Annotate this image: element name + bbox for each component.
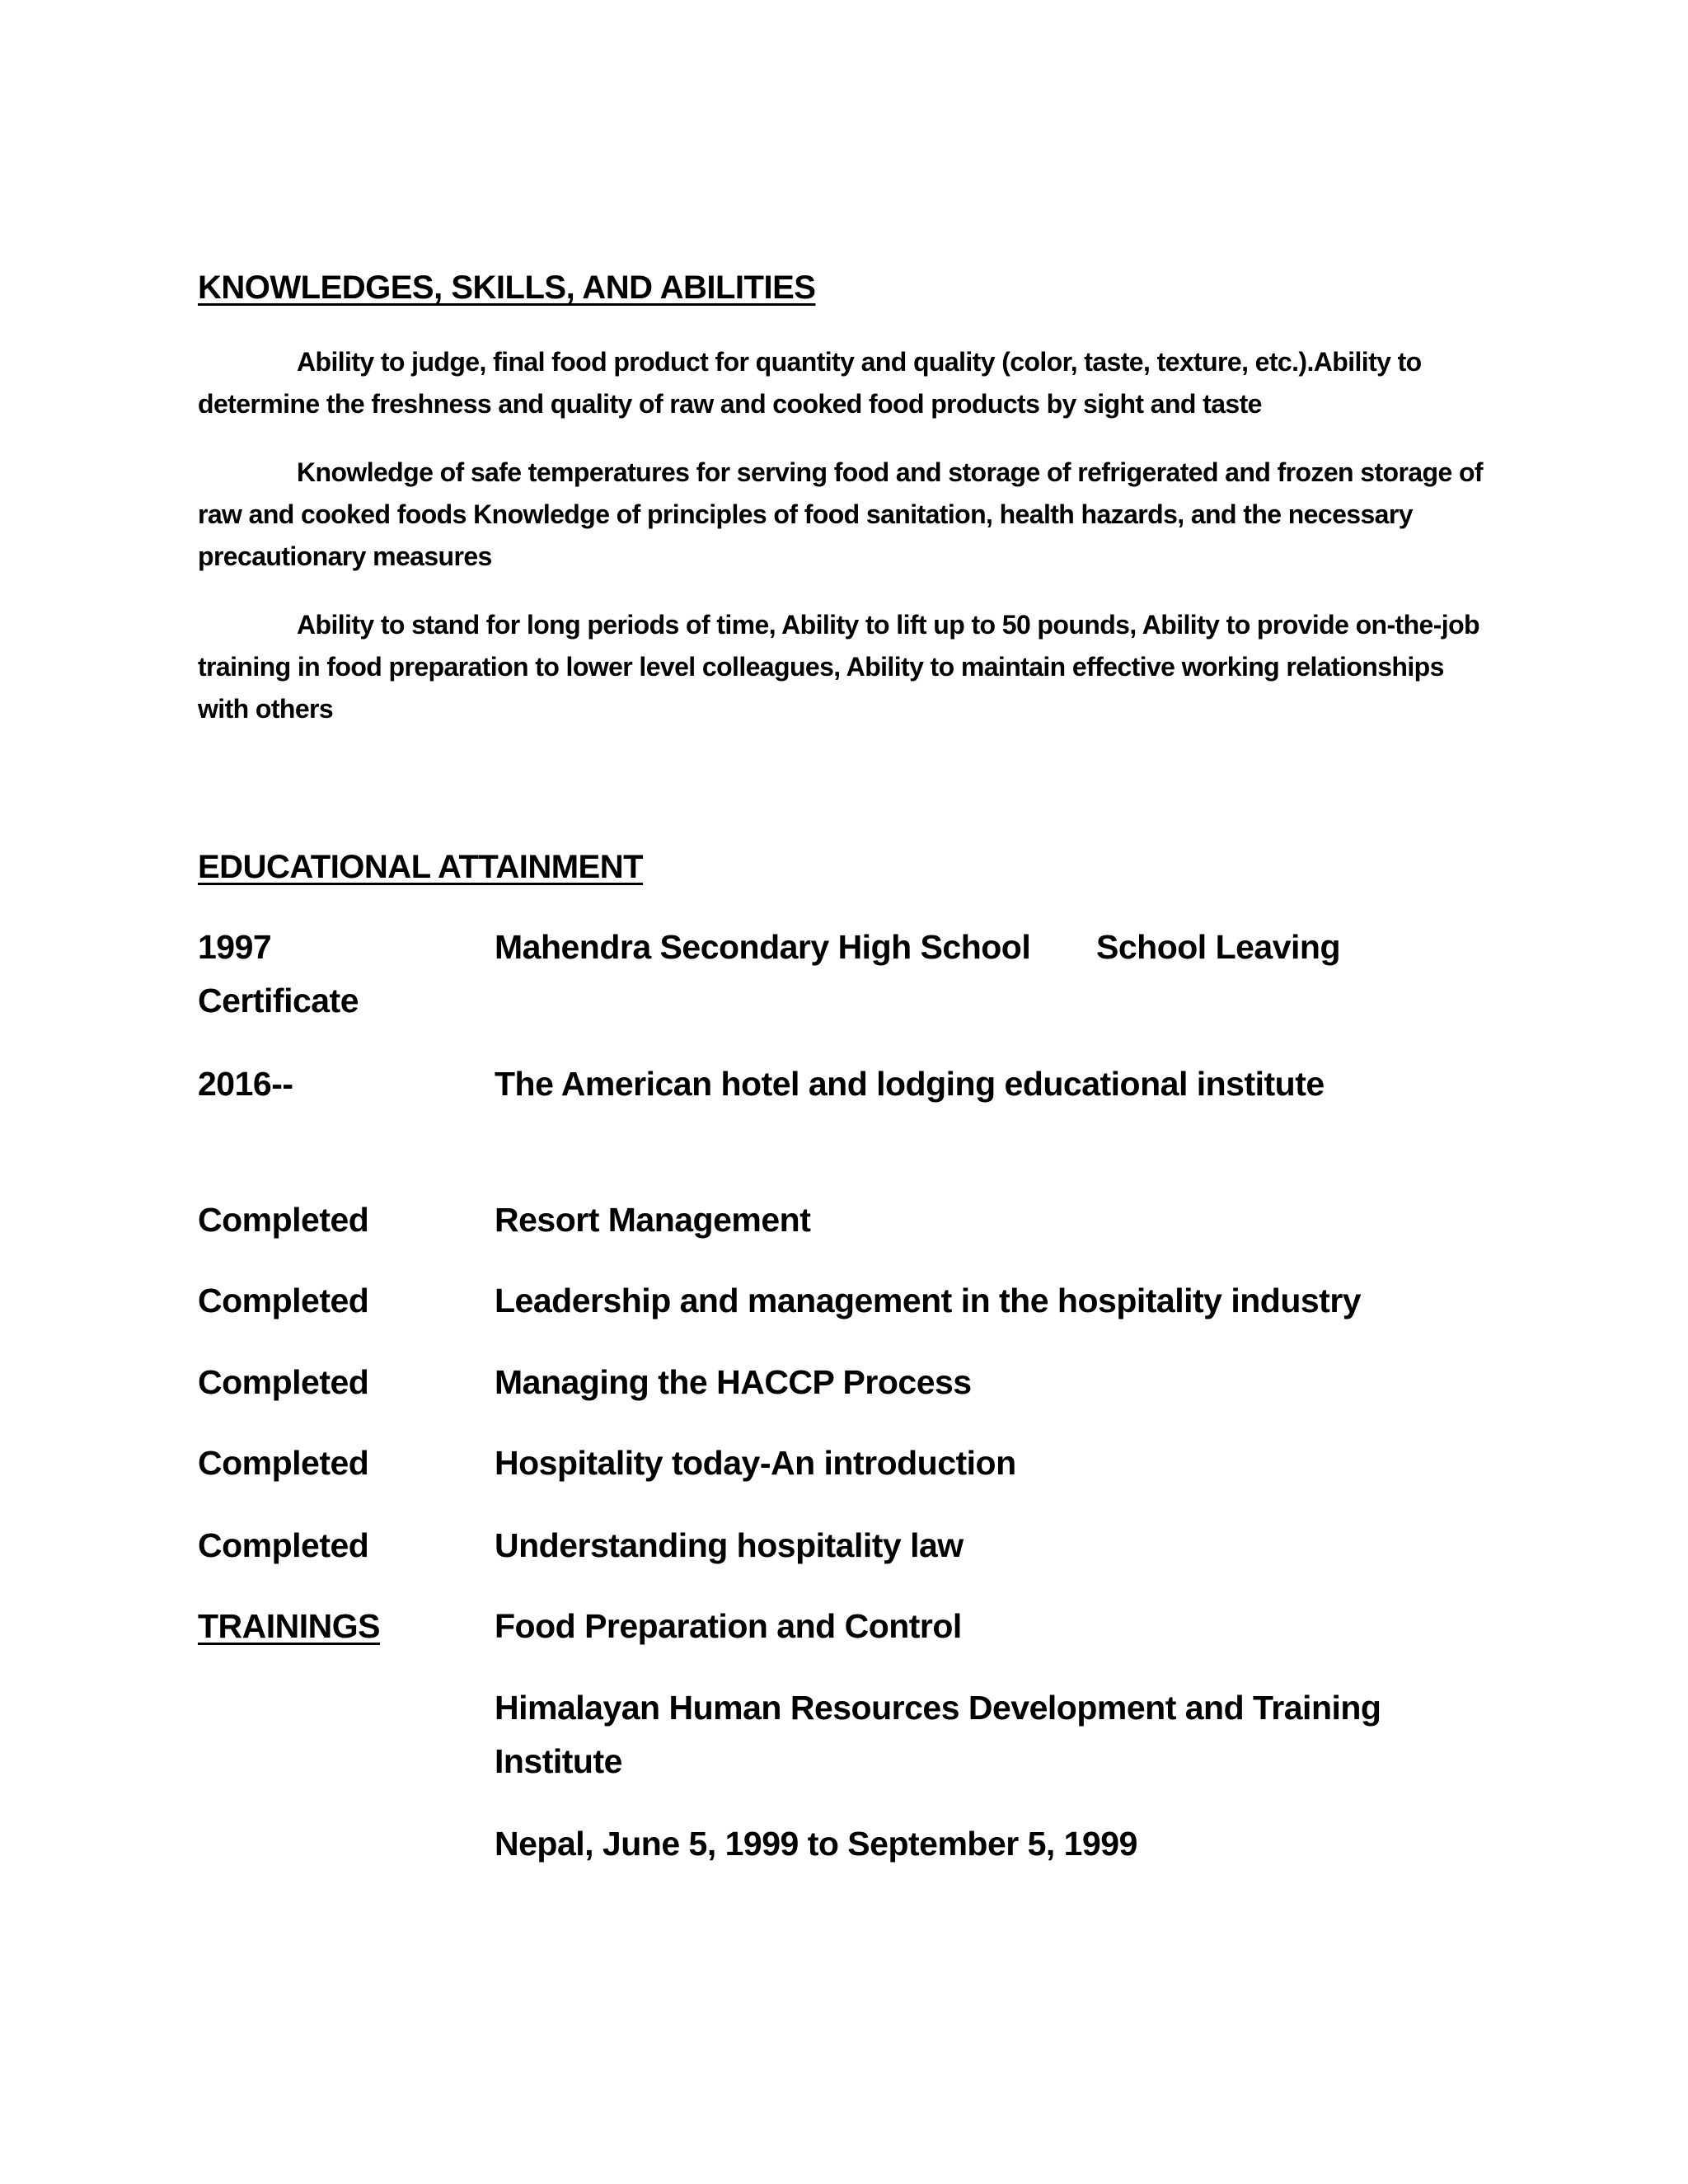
- ksa-paragraph-judging: Ability to judge, final food product for quantity and quality (color, taste, texture, etc.).Ability to determine the freshness and quality of raw and cooked food products by sight and taste: [198, 347, 1422, 419]
- school-award: School Leaving: [1096, 928, 1340, 966]
- education-heading: EDUCATIONAL ATTAINMENT: [198, 849, 644, 885]
- institute-year: 2016--: [198, 1065, 293, 1103]
- course-title: Managing the HACCP Process: [495, 1363, 972, 1401]
- training-title: Food Preparation and Control: [495, 1607, 962, 1645]
- ksa-heading: KNOWLEDGES, SKILLS, AND ABILITIES: [198, 269, 816, 306]
- ksa-paragraph-physical: Ability to stand for long periods of time, Ability to lift up to 50 pounds, Ability to provide on-the-job training in food preparation to lower level colleagues, Ability to maintain effective working relationships with others: [198, 610, 1479, 724]
- course-status: Completed: [198, 1526, 369, 1564]
- training-institute-continued: Institute: [495, 1742, 622, 1780]
- trainings-heading: TRAININGS: [198, 1607, 380, 1645]
- training-dates: Nepal, June 5, 1999 to September 5, 1999: [495, 1825, 1137, 1863]
- course-title: Leadership and management in the hospitality industry: [495, 1282, 1362, 1319]
- course-status: Completed: [198, 1444, 369, 1482]
- school-year: 1997: [198, 928, 272, 966]
- course-status: Completed: [198, 1201, 369, 1239]
- institute-name: The American hotel and lodging educational institute: [495, 1065, 1325, 1103]
- school-name: Mahendra Secondary High School: [495, 928, 1031, 966]
- course-title: Understanding hospitality law: [495, 1526, 964, 1564]
- course-title: Hospitality today-An introduction: [495, 1444, 1016, 1482]
- ksa-paragraph-food-safety: Knowledge of safe temperatures for serving food and storage of refrigerated and frozen storage of raw and cooked foods Knowledge of principles of food sanitation, health hazards, and the necessary precautionary measures: [198, 457, 1483, 571]
- school-award-continued: Certificate: [198, 982, 359, 1019]
- course-status: Completed: [198, 1363, 369, 1401]
- training-institute: Himalayan Human Resources Development and Training: [495, 1689, 1381, 1727]
- course-title: Resort Management: [495, 1201, 811, 1239]
- course-status: Completed: [198, 1282, 369, 1319]
